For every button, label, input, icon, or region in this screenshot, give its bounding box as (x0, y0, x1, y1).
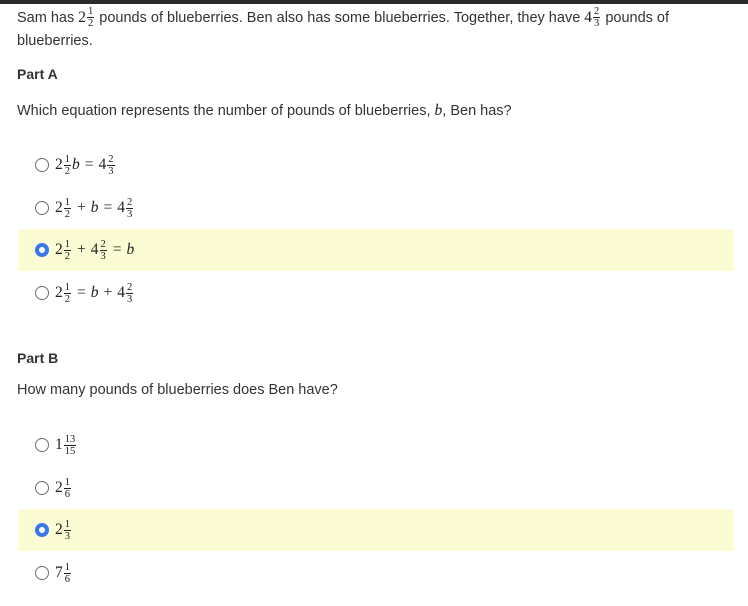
numerator: 1 (64, 476, 70, 488)
mixed-number (55, 477, 72, 500)
radio-button[interactable] (35, 481, 49, 495)
denominator: 3 (127, 293, 133, 305)
whole-part: 2 (55, 521, 63, 538)
numerator: 1 (64, 153, 70, 165)
whole-part: 2 (55, 156, 63, 173)
part-b-option-4[interactable] (18, 552, 734, 594)
denominator: 15 (64, 445, 76, 457)
part-a-option-1[interactable] (18, 144, 734, 186)
numerator: 1 (64, 238, 70, 250)
option-math (55, 197, 134, 220)
option-math (55, 519, 72, 542)
option-math (55, 477, 72, 500)
denominator: 2 (64, 293, 70, 305)
operator: = (103, 199, 113, 216)
mixed-number (117, 197, 134, 220)
mixed-number (99, 154, 116, 177)
variable: b (126, 241, 135, 258)
radio-button[interactable] (35, 201, 49, 215)
part-b-option-1[interactable] (18, 424, 734, 466)
numerator: 2 (108, 153, 114, 165)
whole-part: 7 (55, 564, 63, 581)
option-math (55, 562, 72, 585)
denominator: 2 (64, 250, 70, 262)
part-b-question: How many pounds of blueberries does Ben have? (17, 382, 338, 398)
whole-part: 2 (55, 241, 63, 258)
numerator: 13 (64, 433, 76, 445)
denominator: 2 (64, 165, 70, 177)
mixed-number (55, 562, 72, 585)
radio-button[interactable] (35, 438, 49, 452)
mixed-number (55, 197, 72, 220)
stem-text-pre: Sam has (17, 10, 75, 26)
mixed-number (55, 434, 77, 457)
numerator: 2 (100, 238, 106, 250)
mixed-number (55, 282, 72, 305)
part-a-option-2[interactable] (18, 187, 734, 229)
radio-button[interactable] (35, 243, 49, 257)
fraction (64, 154, 71, 177)
part-b-title: Part B (17, 350, 59, 366)
fraction (64, 434, 77, 457)
variable: b (72, 156, 80, 173)
variable: b (90, 284, 99, 301)
option-math (55, 282, 134, 305)
denominator: 3 (108, 165, 114, 177)
operator: = (112, 241, 122, 258)
fraction (64, 282, 71, 305)
top-bar (0, 0, 748, 4)
denominator: 3 (64, 530, 70, 542)
fraction (64, 197, 71, 220)
mixed-number (55, 239, 72, 262)
whole-part: 1 (55, 436, 63, 453)
numerator: 1 (64, 281, 70, 293)
stem-text-mid: pounds of blueberries. Ben also has some blueberries. Together, they have (99, 10, 581, 26)
denominator: 2 (64, 208, 70, 220)
option-math (55, 154, 116, 177)
fraction (64, 477, 71, 500)
radio-button[interactable] (35, 566, 49, 580)
part-b-option-2[interactable] (18, 467, 734, 509)
stem-sam-amount: 2 $\frac{1}{2}$ (78, 6, 94, 29)
whole-part: 4 (90, 241, 99, 258)
stem-text-post: pounds of (605, 10, 670, 26)
part-a-option-4[interactable] (18, 272, 734, 314)
whole-part: 2 (55, 284, 63, 301)
part-a-question: Which equation represents the number of pounds of blueberries, b, Ben has? (17, 102, 512, 119)
whole-part: 2 (55, 479, 63, 496)
fraction (64, 562, 71, 585)
radio-button[interactable] (35, 158, 49, 172)
variable: b (90, 199, 99, 216)
stem-total-amount: 4 $\frac{2}{3}$ (584, 6, 600, 29)
operator: + (77, 199, 86, 216)
numerator: 2 (127, 281, 133, 293)
denominator: 3 (100, 250, 106, 262)
numerator: 1 (64, 561, 70, 573)
fraction (107, 154, 114, 177)
mixed-number (55, 154, 72, 177)
question-stem (17, 6, 717, 53)
denominator: 6 (64, 573, 70, 585)
denominator: 3 (127, 208, 133, 220)
part-a-option-3[interactable] (18, 229, 734, 271)
stem-text-post2: blueberries. (17, 33, 93, 49)
whole-part: 4 (117, 284, 125, 301)
operator: + (77, 241, 86, 258)
option-math (55, 239, 134, 262)
option-math (55, 434, 77, 457)
numerator: 2 (127, 196, 133, 208)
fraction (126, 197, 133, 220)
whole-part: 2 (55, 199, 63, 216)
mixed-number (55, 519, 72, 542)
whole-part: 4 (98, 156, 107, 173)
fraction (64, 239, 71, 262)
operator: = (84, 156, 94, 173)
radio-button[interactable] (35, 523, 49, 537)
numerator: 1 (64, 518, 70, 530)
numerator: 1 (64, 196, 70, 208)
part-b-option-3[interactable] (18, 509, 734, 551)
radio-button[interactable] (35, 286, 49, 300)
fraction (100, 239, 107, 262)
fraction (64, 519, 71, 542)
mixed-number (91, 239, 108, 262)
whole-part: 4 (117, 199, 125, 216)
part-a-title: Part A (17, 66, 58, 82)
operator: = (77, 284, 86, 301)
fraction (126, 282, 133, 305)
mixed-number (117, 282, 134, 305)
denominator: 6 (64, 488, 70, 500)
operator: + (103, 284, 113, 301)
